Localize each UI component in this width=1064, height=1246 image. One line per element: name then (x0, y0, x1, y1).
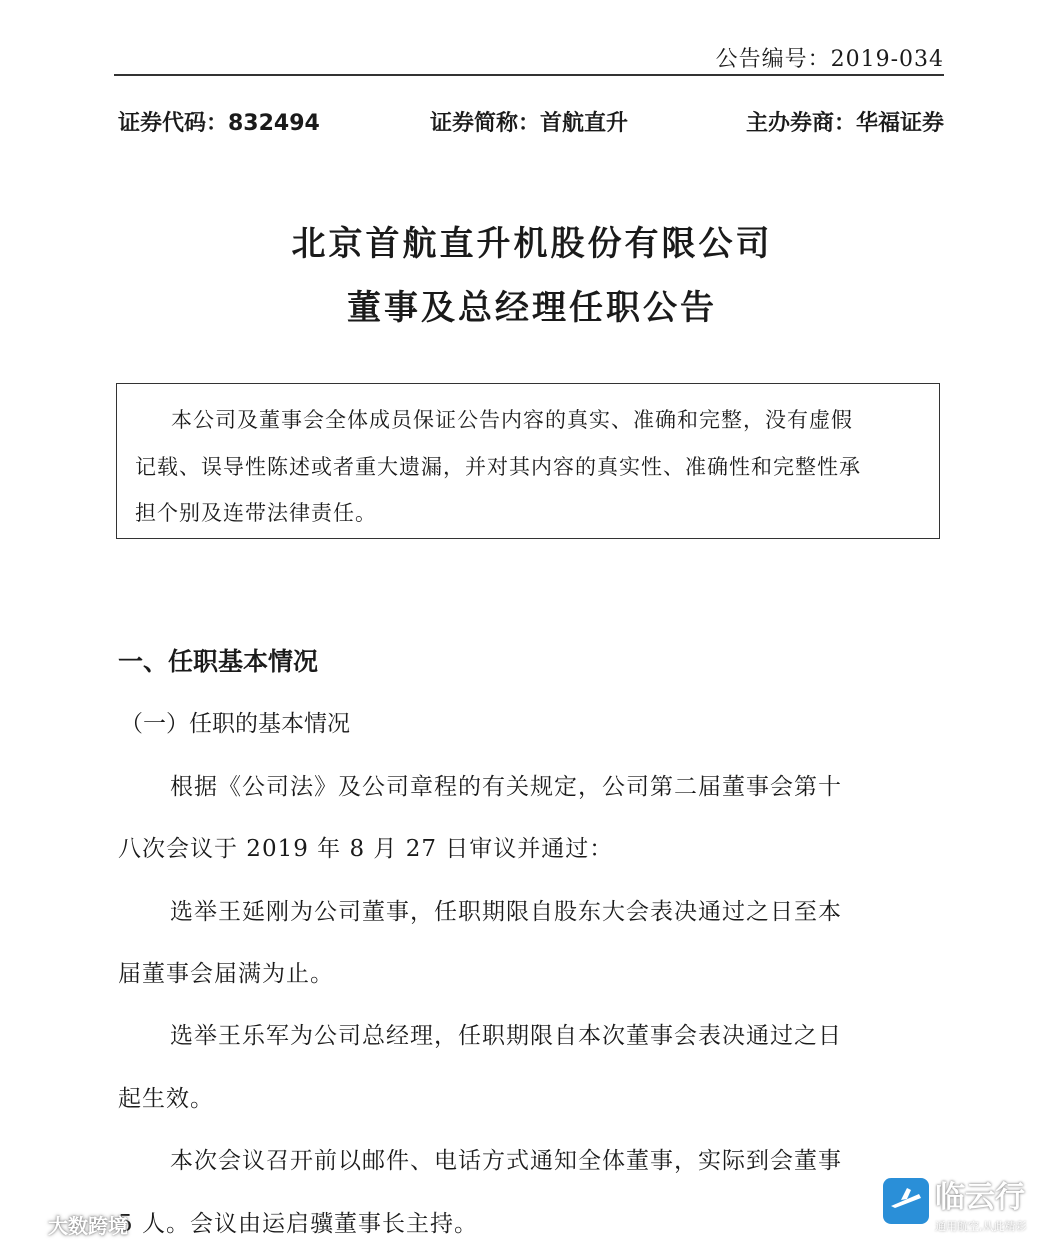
section-heading: 一、任职基本情况 (118, 647, 319, 676)
announcement-title: 董事及总经理任职公告 (347, 288, 717, 328)
body-line: 届董事会届满为止。 (118, 961, 334, 987)
security-code: 证券代码：832494 (118, 111, 320, 136)
announcement-number: 公告编号：2019-034 (715, 47, 944, 72)
watermark-right-text: 临云行 (935, 1180, 1025, 1215)
watermark-left (8, 1209, 128, 1239)
body-line: 起生效。 (118, 1086, 214, 1112)
watermark-right (877, 1172, 1057, 1242)
helicopter-logo-icon (881, 1176, 931, 1226)
disclaimer-box (116, 383, 940, 539)
security-short-name: 证券简称：首航直升 (430, 111, 629, 136)
watermark-left-text: 大数跨境 (48, 1213, 128, 1238)
security-info-row (118, 106, 944, 140)
header-rule (114, 74, 944, 76)
disclaimer-line: 记载、误导性陈述或者重大遗漏，并对其内容的真实性、准确性和完整性承 (135, 455, 861, 479)
body-line: 八次会议于 2019 年 8 月 27 日审议并通过： (118, 836, 614, 862)
body-line: 选举王延刚为公司董事，任职期限自股东大会表决通过之日至本 (170, 899, 842, 925)
body-line: 5 人。会议由运启骥董事长主持。 (118, 1211, 478, 1237)
body-line: 本次会议召开前以邮件、电话方式通知全体董事，实际到会董事 (170, 1148, 842, 1174)
watermark-right-slogan: 通用航空,从此精彩 (935, 1220, 1027, 1233)
sponsor-broker: 主办券商：华福证券 (745, 111, 944, 136)
subsection-heading: （一）任职的基本情况 (120, 711, 350, 737)
watermark-logo-icon (8, 1212, 42, 1236)
disclaimer-line: 担个别及连带法律责任。 (135, 501, 377, 525)
company-title: 北京首航直升机股份有限公司 (291, 224, 773, 264)
body-line: 根据《公司法》及公司章程的有关规定，公司第二届董事会第十 (170, 774, 842, 800)
disclaimer-line: 本公司及董事会全体成员保证公告内容的真实、准确和完整，没有虚假 (171, 408, 853, 432)
body-line: 选举王乐军为公司总经理，任职期限自本次董事会表决通过之日 (170, 1023, 842, 1049)
